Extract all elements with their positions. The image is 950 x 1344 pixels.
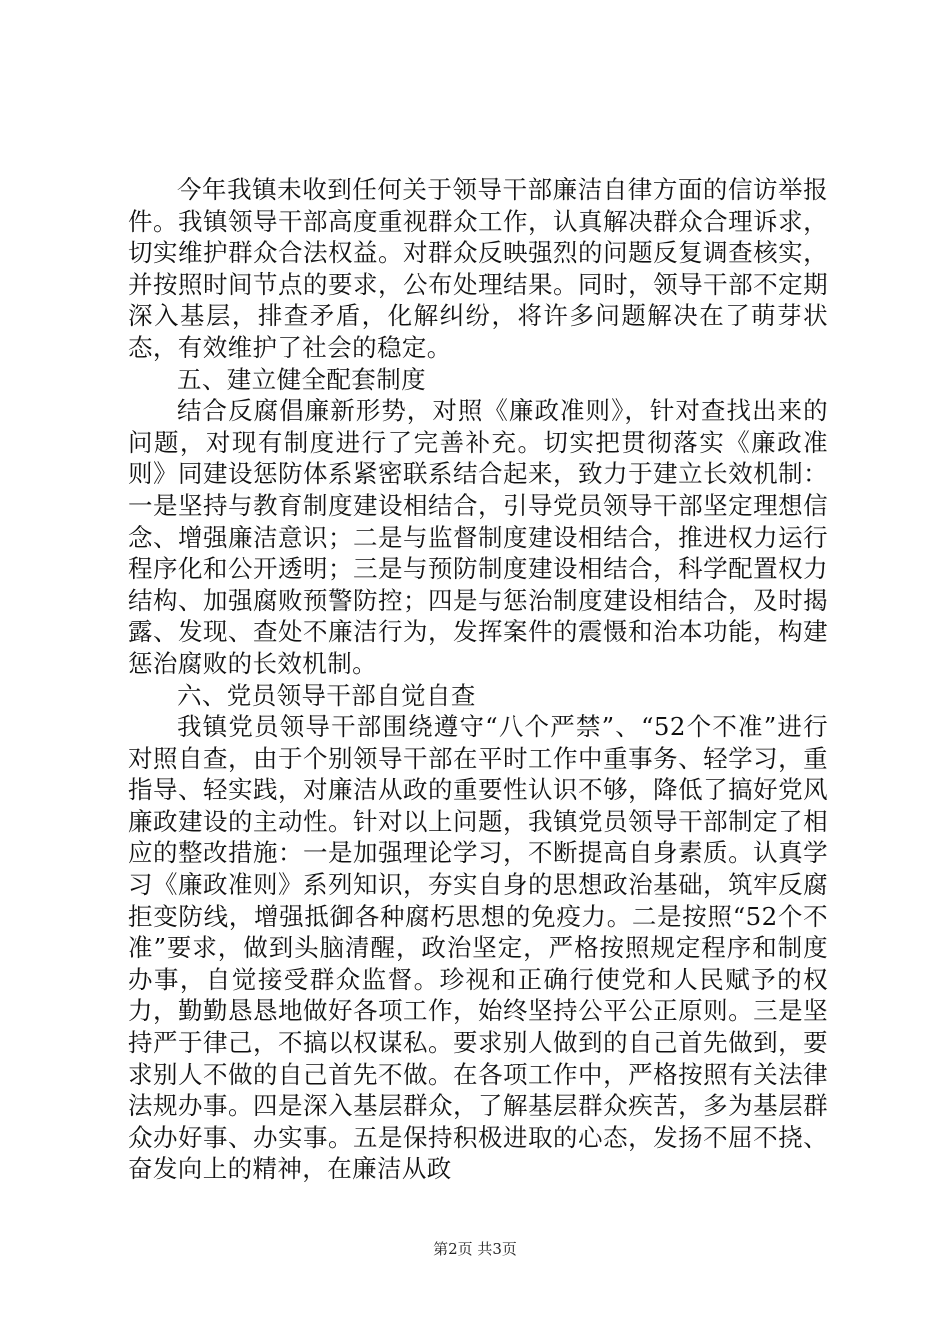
page-footer — [0, 1238, 950, 1259]
paragraph-self-inspection: 我镇党员领导干部围绕遵守“八个严禁”、“52个不准”进行对照自查，由于个别领导干部在平时工作中重事务、轻学习，重指导、轻实践，对廉洁从政的重要性认识不够，降低了搞好党风廉政建设的主动性。针对以上问题，我镇党员领导干部制定了相应的整改措施：一是加强理论学习，不断提高自身素质。认真学习《廉政准则》系列知识，夯实自身的思想政治基础，筑牢反腐拒变防线，增强抵御各种腐朽思想的免疫力。二是按照“52个不准”要求，做到头脑清醒，政治坚定，严格按照规定程序和制度办事，自觉接受群众监督。珍视和正确行使党和人民赋予的权力，勤勤恳恳地做好各项工作，始终坚持公平公正原则。三是坚持严于律己，不搞以权谋私。要求别人做到的自己首先做到，要求别人不做的自己首先不做。在各项工作中，严格按照有关法律法规办事。四是深入基层群众，了解基层群众疾苦，多为基层群众办好事、办实事。五是保持积极进取的心态，发扬不屈不挠、奋发向上的精神，在廉洁从政 — [128, 712, 828, 1184]
paragraph-petition-report: 今年我镇未收到任何关于领导干部廉洁自律方面的信访举报件。我镇领导干部高度重视群众工作，认真解决群众合理诉求，切实维护群众合法权益。对群众反映强烈的问题反复调查核实，并按照时间节点的要求，公布处理结果。同时，领导干部不定期深入基层，排查矛盾，化解纠纷，将许多问题解决在了萌芽状态，有效维护了社会的稳定。 — [128, 175, 828, 362]
document-body — [128, 174, 828, 1185]
section-heading-6: 六、党员领导干部自觉自查 — [177, 680, 476, 710]
page-number-label: 第2页 共3页 — [433, 1240, 517, 1258]
section-heading-5: 五、建立健全配套制度 — [177, 364, 426, 394]
paragraph-supporting-systems: 结合反腐倡廉新形势，对照《廉政准则》，针对查找出来的问题，对现有制度进行了完善补充。切实把贯彻落实《廉政准则》同建设惩防体系紧密联系结合起来，致力于建立长效机制：一是坚持与教育制度建设相结合，引导党员领导干部坚定理想信念、增强廉洁意识；二是与监督制度建设相结合，推进权力运行程序化和公开透明；三是与预防制度建设相结合，科学配置权力结构、加强腐败预警防控；四是与惩治制度建设相结合，及时揭露、发现、查处不廉洁行为，发挥案件的震慑和治本功能，构建惩治腐败的长效机制。 — [128, 396, 828, 678]
